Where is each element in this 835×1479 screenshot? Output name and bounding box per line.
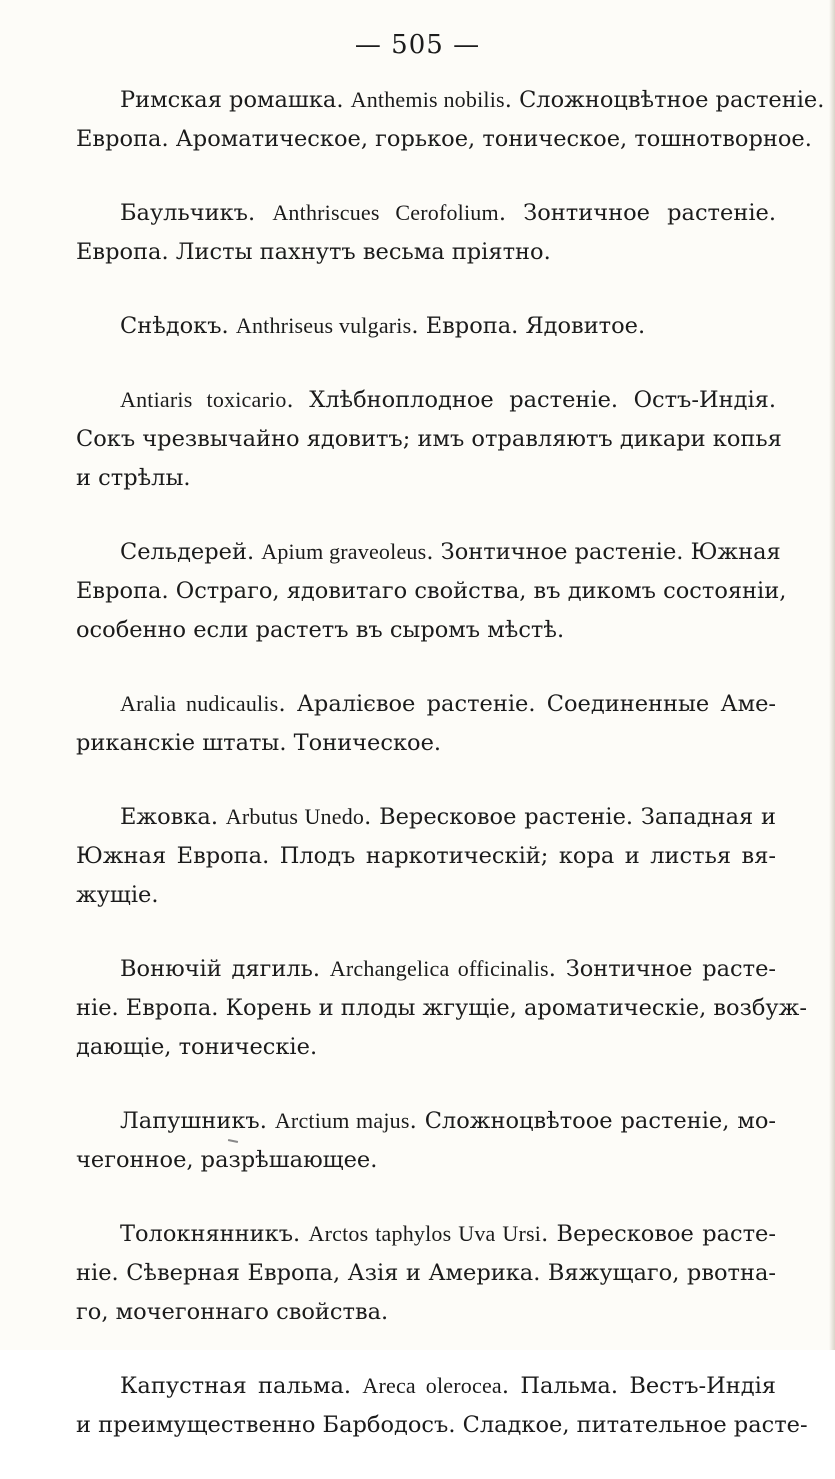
- latin-name: Anthemis nobilis: [350, 87, 505, 112]
- entry-text: . Сложноцвѣтное растеніе.: [504, 87, 825, 113]
- entry-line: [76, 611, 776, 650]
- entry-line: [76, 1406, 808, 1445]
- entry-text-start: Южная Европа. Плодъ наркотическій; кора и листья вя-: [76, 843, 776, 869]
- entry-text-start: и преимущественно Барбодосъ. Сладкое, питательное расте-: [76, 1412, 808, 1438]
- entry-line: [76, 572, 787, 611]
- latin-name: Anthriscues Cerofolium: [272, 200, 499, 225]
- entry-text-start: ніе. Сѣверная Европа, Азія и Америка. Вяжущаго, рвотна-: [76, 1260, 776, 1286]
- dictionary-entry: [76, 380, 782, 498]
- entry-line: [76, 1028, 776, 1067]
- entry-text-start: Вонючій дягиль.: [120, 956, 330, 982]
- latin-name: Arctos taphylos Uva Ursi: [308, 1221, 542, 1246]
- entry-text-start: Сельдерей.: [120, 539, 262, 565]
- entry-text: . Зонтичное расте-: [548, 956, 776, 982]
- dictionary-entry: [76, 949, 807, 1067]
- entry-text-start: Баульчикъ.: [120, 200, 273, 226]
- entry-text-start: Толокнянникъ.: [120, 1221, 309, 1247]
- entry-text-start: и стрѣлы.: [76, 465, 191, 491]
- entry-text-start: Европа. Листы пахнутъ весьма пріятно.: [76, 239, 551, 265]
- entry-text-start: Капустная пальма.: [120, 1373, 363, 1399]
- entry-line: [76, 459, 776, 498]
- entry-text: . Пальма. Вестъ-Индія: [501, 1373, 776, 1399]
- entry-text-start: Сокъ чрезвычайно ядовитъ; имъ отравляютъ дикари копья: [76, 426, 782, 452]
- entry-text-start: Снѣдокъ.: [120, 313, 236, 339]
- latin-name: Areca olerocea: [362, 1373, 502, 1398]
- dictionary-entry: [76, 80, 825, 159]
- entry-line: [76, 193, 776, 233]
- entry-line: [76, 1101, 776, 1141]
- entry-line: [76, 120, 812, 159]
- page-number: — 505 —: [354, 30, 481, 60]
- entry-line: [76, 233, 776, 272]
- entry-line: [76, 532, 781, 572]
- entry-text: . Вересковое растеніе. Западная и: [364, 804, 776, 830]
- dictionary-entry: [76, 532, 787, 650]
- latin-name: Anthriseus vulgaris: [235, 313, 412, 338]
- entry-line: [76, 837, 776, 876]
- entry-line: [76, 80, 825, 120]
- entry-line: [76, 876, 776, 915]
- entry-list: [76, 80, 825, 1479]
- latin-name: Arbutus Unedo: [225, 804, 365, 829]
- entry-line: [76, 724, 776, 763]
- entry-line: [76, 989, 807, 1028]
- entry-line: [76, 797, 776, 837]
- dictionary-entry: [76, 1214, 776, 1332]
- dictionary-entry: [76, 306, 776, 346]
- entry-line: [76, 420, 782, 459]
- dictionary-entry: [76, 193, 776, 272]
- entry-text-start: Европа. Ароматическое, горькое, тоническое, тошнотворное.: [76, 126, 812, 152]
- entry-line: [76, 1254, 776, 1293]
- entry-line: [76, 306, 776, 346]
- dictionary-entry: [76, 797, 776, 915]
- entry-line: [76, 1366, 776, 1406]
- entry-line: [76, 949, 776, 989]
- entry-text-start: ніе. Европа. Корень и плоды жгущіе, ароматическіе, возбуж-: [76, 995, 807, 1021]
- latin-name: Archangelica officinalis: [329, 956, 549, 981]
- dictionary-entry: [76, 1366, 808, 1445]
- entry-text-start: го, мочегоннаго свойства.: [76, 1299, 389, 1325]
- entry-text-start: Римская ромашка.: [120, 87, 351, 113]
- entry-text: . Зонтичное растеніе.: [498, 200, 776, 226]
- entry-text: . Сложноцвѣтоое растеніе, мо-: [409, 1108, 776, 1134]
- entry-text: . Европа. Ядовитое.: [411, 313, 646, 339]
- dictionary-entry: [76, 684, 776, 763]
- entry-text: . Аралієвое растеніе. Соединенные Аме-: [278, 691, 776, 717]
- entry-text-start: Лапушникъ.: [120, 1108, 275, 1134]
- entry-text-start: чегонное, разрѣшающее.: [76, 1147, 378, 1173]
- entry-line: [76, 1214, 776, 1254]
- latin-name: Aralia nudicaulis: [120, 691, 279, 716]
- entry-text-start: риканскіе штаты. Тоническое.: [76, 730, 442, 756]
- entry-text-start: дающіе, тоническіе.: [76, 1034, 318, 1060]
- entry-text-start: Европа. Остраго, ядовитаго свойства, въ дикомъ состояніи,: [76, 578, 787, 604]
- page-edge-shadow: [829, 0, 835, 1350]
- entry-text: . Вересковое расте-: [541, 1221, 776, 1247]
- entry-line: [76, 1293, 776, 1332]
- entry-line: [76, 1141, 776, 1180]
- entry-line: [76, 380, 776, 420]
- entry-text-start: особенно если растетъ въ сыромъ мѣстѣ.: [76, 617, 565, 643]
- latin-name: Arctium majus: [274, 1108, 410, 1133]
- entry-line: [76, 684, 776, 724]
- entry-text-start: жущіе.: [76, 882, 159, 908]
- entry-text-start: Ежовка.: [120, 804, 226, 830]
- entry-text: . Хлѣбноплодное растеніе. Остъ-Индія.: [286, 387, 776, 413]
- latin-name: Apium graveoleus: [261, 539, 427, 564]
- entry-text: . Зонтичное растеніе. Южная: [426, 539, 781, 565]
- latin-name: Antiaris toxicario: [120, 387, 287, 412]
- dictionary-entry: [76, 1101, 776, 1180]
